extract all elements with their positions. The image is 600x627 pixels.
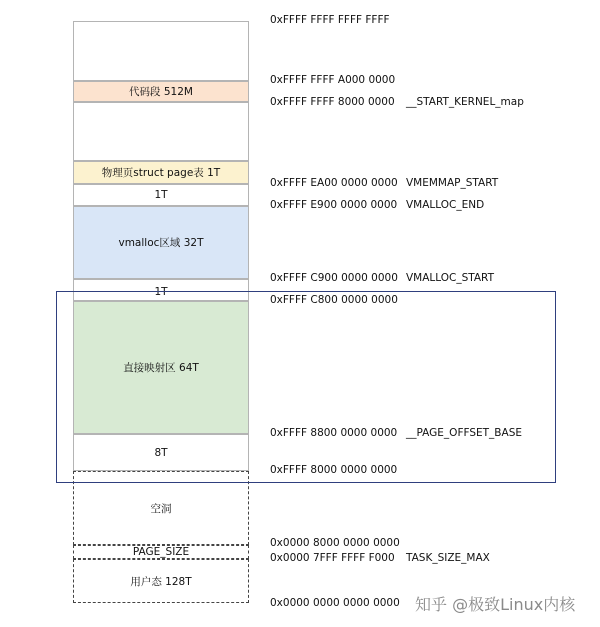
symbol-vmemmap-start: VMEMMAP_START [406, 177, 499, 189]
watermark: 知乎 @极致Linux内核 [415, 595, 576, 614]
address-label: 0x0000 7FFF FFFF F000 [270, 552, 395, 564]
segment-code: 代码段 512M [73, 81, 249, 102]
segment-hole: 空洞 [73, 471, 249, 545]
segment-gap-1t-b: 1T [73, 279, 249, 301]
address-label: 0xFFFF C900 0000 0000 [270, 272, 398, 284]
segment-page-size: PAGE_SIZE [73, 545, 249, 559]
symbol-task-size-max: TASK_SIZE_MAX [406, 552, 490, 564]
segment-vmalloc: vmalloc区域 32T [73, 206, 249, 279]
symbol-start-kernel-map: __START_KERNEL_map [406, 96, 524, 108]
address-label: 0xFFFF 8000 0000 0000 [270, 464, 398, 476]
address-label: 0x0000 0000 0000 0000 [270, 597, 400, 609]
segment-direct-map: 直接映射区 64T [73, 301, 249, 434]
symbol-page-offset-base: __PAGE_OFFSET_BASE [406, 427, 522, 439]
address-label: 0xFFFF FFFF FFFF FFFF [270, 14, 390, 26]
address-label: 0xFFFF C800 0000 0000 [270, 294, 398, 306]
symbol-vmalloc-end: VMALLOC_END [406, 199, 485, 211]
segment-struct-page: 物理页struct page表 1T [73, 161, 249, 184]
segment-kernel-gap [73, 102, 249, 161]
symbol-vmalloc-start: VMALLOC_START [406, 272, 494, 284]
address-label: 0xFFFF E900 0000 0000 [270, 199, 398, 211]
address-label: 0xFFFF FFFF A000 0000 [270, 74, 396, 86]
address-label: 0xFFFF EA00 0000 0000 [270, 177, 398, 189]
segment-gap-1t-a: 1T [73, 184, 249, 206]
address-label: 0x0000 8000 0000 0000 [270, 537, 400, 549]
segment-user-space: 用户态 128T [73, 559, 249, 603]
segment-gap-8t: 8T [73, 434, 249, 471]
address-label: 0xFFFF FFFF 8000 0000 [270, 96, 395, 108]
address-label: 0xFFFF 8800 0000 0000 [270, 427, 398, 439]
segment-top-empty [73, 21, 249, 81]
